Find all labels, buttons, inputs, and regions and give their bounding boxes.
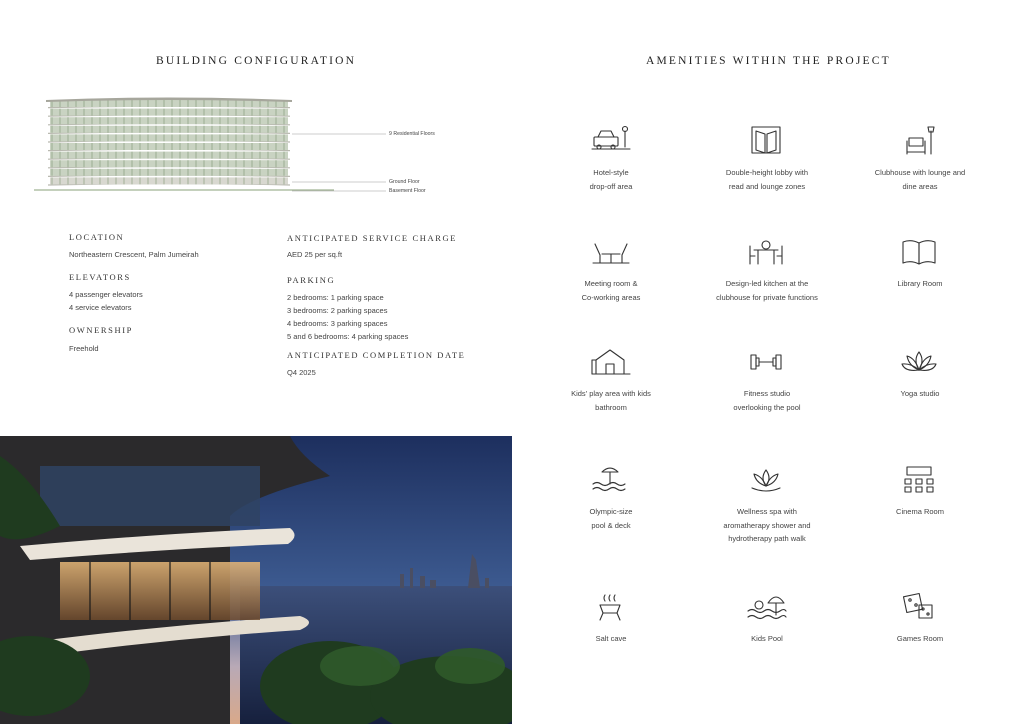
- spa-lotus-icon: [746, 464, 788, 496]
- parking-line: 4 bedrooms: 3 parking spaces: [287, 319, 388, 328]
- ground-floor-label: Ground Floor: [389, 179, 420, 185]
- amenity-label: Clubhouse with lounge and dine areas: [874, 168, 966, 191]
- amenity-item: [536, 236, 686, 304]
- lotus-icon: [899, 346, 941, 378]
- elevators-line: 4 passenger elevators: [69, 290, 143, 299]
- amenity-label: Yoga studio: [900, 389, 940, 398]
- completion-value: Q4 2025: [287, 368, 316, 377]
- parking-title: PARKING: [287, 275, 336, 285]
- amenity-label: Cinema Room: [896, 507, 944, 516]
- building-configuration-title: BUILDING CONFIGURATION: [156, 55, 357, 67]
- building-elevation-diagram: [34, 96, 444, 198]
- armchair-lamp-icon: [899, 125, 941, 157]
- amenity-label: Design-led kitchen at the clubhouse for private functions: [716, 279, 818, 302]
- ownership-title: OWNERSHIP: [69, 325, 133, 335]
- kids-pool-icon: [746, 591, 788, 623]
- car-drop-off-icon: [590, 125, 632, 157]
- parking-line: 2 bedrooms: 1 parking space: [287, 293, 384, 302]
- salt-cave-icon: [590, 591, 632, 623]
- amenity-item: [536, 464, 686, 532]
- amenity-label: Olympic-size pool & deck: [589, 507, 633, 530]
- amenity-item: [845, 125, 995, 193]
- kitchen-table-icon: [746, 236, 788, 268]
- amenity-item: [845, 346, 995, 401]
- playhouse-icon: [590, 346, 632, 378]
- amenity-label: Double-height lobby with read and lounge zones: [725, 168, 809, 191]
- amenity-label: Salt cave: [595, 634, 627, 643]
- parking-line: 3 bedrooms: 2 parking spaces: [287, 306, 388, 315]
- amenity-label: Fitness studio overlooking the pool: [733, 389, 801, 412]
- amenity-label: Meeting room & Co-working areas: [581, 279, 641, 302]
- lobby-doors-icon: [746, 125, 788, 157]
- location-title: LOCATION: [69, 232, 125, 242]
- amenity-item: [692, 591, 842, 646]
- service-charge-value: AED 25 per sq.ft: [287, 250, 343, 259]
- meeting-table-icon: [590, 236, 632, 268]
- amenity-item: [692, 346, 842, 414]
- elevators-title: ELEVATORS: [69, 272, 131, 282]
- pool-umbrella-icon: [590, 464, 632, 496]
- amenity-item: [845, 591, 995, 646]
- amenity-item: [536, 591, 686, 646]
- ownership-value: Freehold: [69, 344, 99, 353]
- dumbbell-icon: [746, 346, 788, 378]
- amenities-title: AMENITIES WITHIN THE PROJECT: [646, 55, 891, 67]
- amenity-item: [845, 464, 995, 519]
- building-night-render-image: [0, 436, 512, 724]
- amenity-label: Wellness spa with aromatherapy shower and hydrotherapy path walk: [723, 507, 811, 543]
- amenity-item: [692, 125, 842, 193]
- dice-icon: [899, 591, 941, 623]
- amenity-item: [845, 236, 995, 291]
- amenity-label: Games Room: [896, 634, 944, 643]
- elevators-line: 4 service elevators: [69, 303, 132, 312]
- amenity-label: Library Room: [897, 279, 943, 288]
- amenity-item: [692, 464, 842, 546]
- amenity-item: [692, 236, 842, 304]
- parking-line: 5 and 6 bedrooms: 4 parking spaces: [287, 332, 409, 341]
- amenity-label: Kids Pool: [751, 634, 783, 643]
- cinema-seats-icon: [899, 464, 941, 496]
- amenity-label: Hotel-style drop-off area: [589, 168, 633, 191]
- amenity-label: Kids' play area with kids bathroom: [571, 389, 651, 412]
- residential-floors-label: 9 Residential Floors: [389, 131, 435, 137]
- amenity-item: [536, 125, 686, 193]
- open-book-icon: [899, 236, 941, 268]
- amenity-item: [536, 346, 686, 414]
- location-value: Northeastern Crescent, Palm Jumeirah: [69, 250, 199, 259]
- basement-floor-label: Basement Floor: [389, 188, 426, 194]
- completion-title: ANTICIPATED COMPLETION DATE: [287, 350, 466, 360]
- service-charge-title: ANTICIPATED SERVICE CHARGE: [287, 233, 458, 243]
